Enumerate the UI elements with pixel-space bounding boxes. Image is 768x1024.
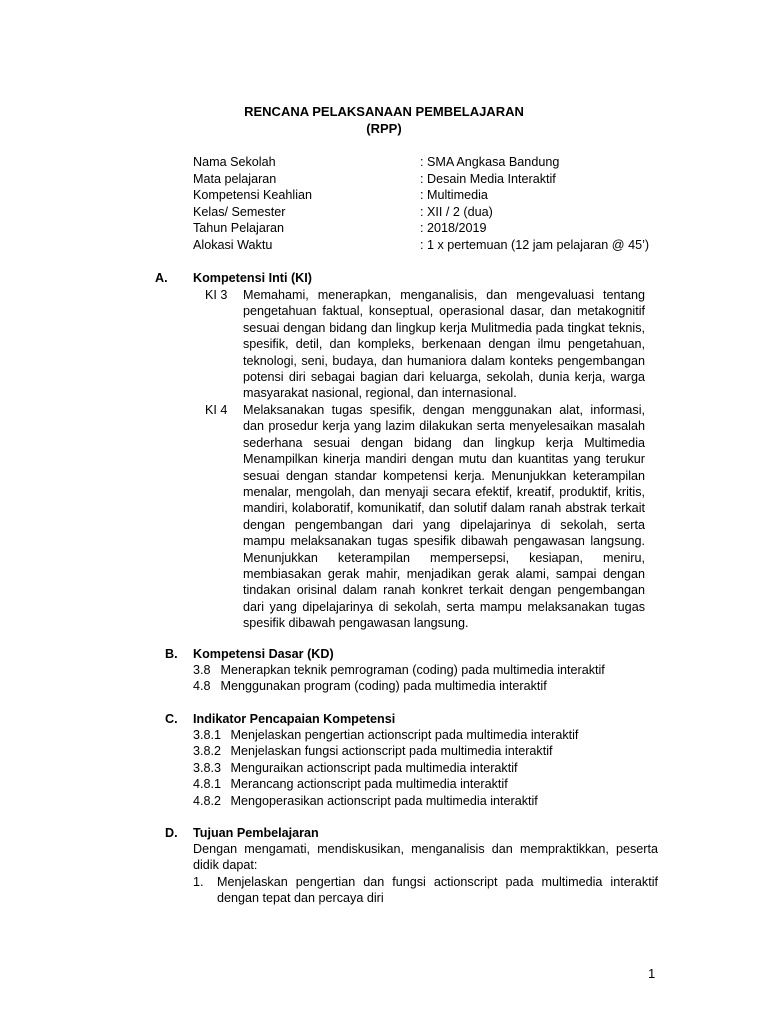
section-a-title: Kompetensi Inti (KI) bbox=[193, 271, 312, 285]
document-subtitle: (RPP) bbox=[366, 121, 402, 136]
list-text: Menerapkan teknik pemrograman (coding) pada multimedia interaktif bbox=[220, 663, 605, 677]
section-d-intro: Dengan mengamati, mendiskusikan, menganalisis dan mempraktikkan, peserta didik dapat: bbox=[193, 842, 658, 873]
identity-value: : 1 x pertemuan (12 jam pelajaran @ 45’) bbox=[420, 237, 650, 252]
list-item bbox=[193, 678, 663, 694]
list-text: Menggunakan program (coding) pada multimedia interaktif bbox=[220, 679, 547, 694]
section-a-letter: A. bbox=[155, 271, 168, 285]
list-code: 3.8.1 bbox=[193, 728, 222, 742]
list-code: 3.8.3 bbox=[193, 760, 222, 775]
section-d-letter: D. bbox=[165, 826, 178, 840]
identity-row bbox=[193, 237, 673, 254]
list-item bbox=[193, 760, 663, 776]
list-item bbox=[193, 662, 663, 678]
identity-value: : 2018/2019 bbox=[420, 221, 487, 236]
indicator-list bbox=[193, 727, 663, 809]
section-d-title: Tujuan Pembelajaran bbox=[193, 826, 319, 840]
list-code: 3.8.2 bbox=[193, 744, 222, 759]
identity-row bbox=[193, 220, 673, 237]
list-text: Menguraikan actionscript pada multimedia interaktif bbox=[230, 760, 518, 775]
list-item bbox=[193, 793, 663, 809]
identity-label: Mata pelajaran bbox=[193, 171, 277, 186]
ki-code: KI 4 bbox=[205, 403, 228, 417]
list-item bbox=[193, 776, 663, 792]
identity-label: Tahun Pelajaran bbox=[193, 221, 285, 236]
identity-block bbox=[193, 154, 673, 254]
identity-label: Nama Sekolah bbox=[193, 155, 276, 169]
identity-value: : Desain Media Interaktif bbox=[420, 171, 556, 186]
list-text: Mengoperasikan actionscript pada multimedia interaktif bbox=[230, 793, 538, 808]
section-c-letter: C. bbox=[165, 712, 178, 726]
identity-label: Kompetensi Keahlian bbox=[193, 188, 313, 203]
identity-label: Alokasi Waktu bbox=[193, 237, 273, 252]
list-code: 4.8 bbox=[193, 679, 211, 694]
ki-text: Memahami, menerapkan, menganalisis, dan mengevaluasi tentang pengetahuan faktual, konseptual, operasional dasar, dan metakognitif sesuai dengan bidang dan lingkup kerja Mulitmedia pada tingkat teknis, spesifik, detil, dan kompleks, berkenaan dengan ilmu pengetahuan, teknologi, seni, budaya, dan humaniora dalam konteks pengembangan potensi diri sebagai bagian dari keluarga, sekolah, dunia kerja, warga masyarakat nasional, regional, dan internasional. bbox=[243, 288, 645, 401]
list-code: 3.8 bbox=[193, 663, 211, 677]
kd-list bbox=[193, 662, 663, 695]
identity-value: : Multimedia bbox=[420, 188, 488, 203]
list-text: Menjelaskan pengertian actionscript pada multimedia interaktif bbox=[230, 728, 579, 742]
ki-code: KI 3 bbox=[205, 288, 228, 302]
identity-value: : SMA Angkasa Bandung bbox=[420, 155, 560, 169]
identity-row bbox=[193, 171, 673, 188]
identity-label: Kelas/ Semester bbox=[193, 204, 286, 219]
section-c-title: Indikator Pencapaian Kompetensi bbox=[193, 712, 396, 726]
section-b-letter: B. bbox=[165, 647, 178, 661]
list-item bbox=[193, 727, 663, 743]
list-code: 4.8.1 bbox=[193, 777, 222, 792]
objective-number: 1. bbox=[193, 875, 204, 889]
page-number: 1 bbox=[648, 966, 656, 981]
list-code: 4.8.2 bbox=[193, 793, 222, 808]
document-title: RENCANA PELAKSANAAN PEMBELAJARAN bbox=[244, 104, 524, 119]
identity-value: : XII / 2 (dua) bbox=[420, 204, 493, 219]
identity-row bbox=[193, 154, 673, 171]
list-text: Menjelaskan fungsi actionscript pada multimedia interaktif bbox=[230, 744, 553, 759]
list-text: Merancang actionscript pada multimedia interaktif bbox=[230, 777, 508, 792]
objective-text: Menjelaskan pengertian dan fungsi actionscript pada multimedia interaktif dengan tepat dan percaya diri bbox=[217, 875, 658, 906]
identity-row bbox=[193, 187, 673, 204]
section-b-title: Kompetensi Dasar (KD) bbox=[193, 647, 334, 661]
list-item bbox=[193, 743, 663, 759]
identity-row bbox=[193, 204, 673, 221]
ki-text: Melaksanakan tugas spesifik, dengan menggunakan alat, informasi, dan prosedur kerja yang lazim dilakukan serta menyelesaikan masalah sederhana sesuai dengan bidang dan lingkup kerja Multimedia Menampilkan kinerja mandiri dengan mutu dan kuantitas yang terukur sesuai dengan standar kompetensi kerja. Menunjukkan keterampilan menalar, mengolah, dan menyaji secara efektif, kreatif, produktif, kritis, mandiri, kolaboratif, komunikatif, dan solutif dalam ranah abstrak terkait dengan pengembangan dari yang dipelajarinya di sekolah, serta mampu melaksanakan tugas spesifik dibawah pengawasan langsung. Menunjukkan keterampilan mempersepsi, kesiapan, meniru, membiasakan gerak mahir, menjadikan gerak alami, sampai dengan tindakan orisinal dalam ranah konkret terkait dengan pengembangan dari yang dipelajarinya di sekolah, serta mampu melaksanakan tugas spesifik dibawah pengawasan langsung. bbox=[243, 403, 645, 631]
